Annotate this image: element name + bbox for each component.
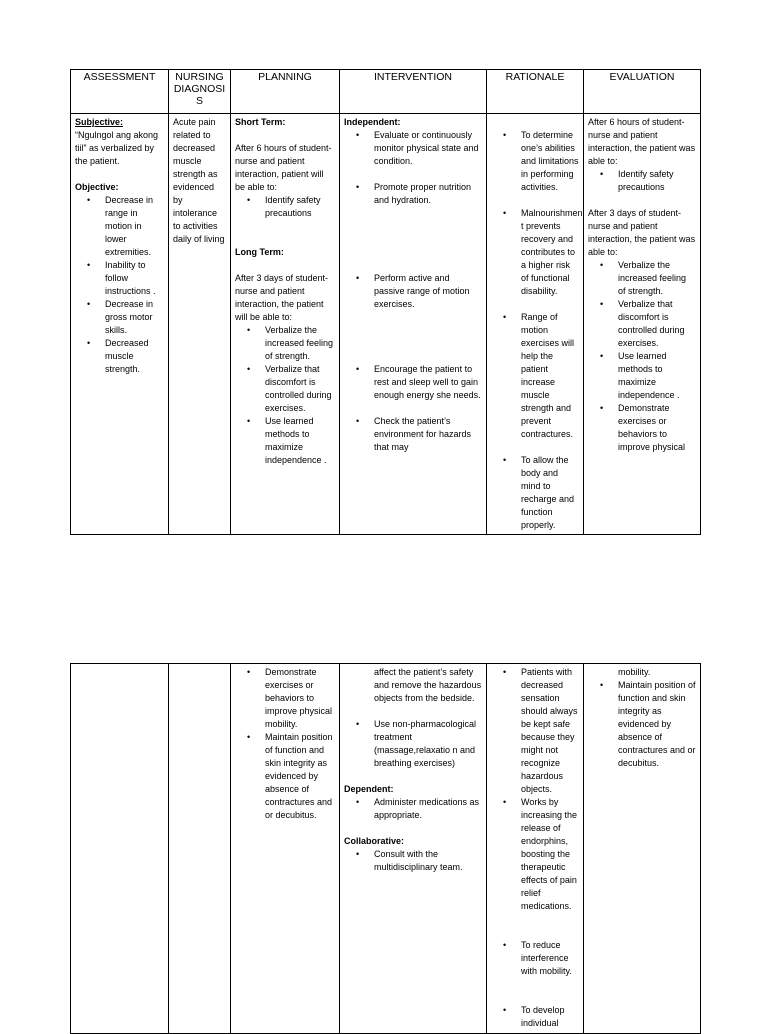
short-term-list (235, 194, 335, 220)
intervention-list-cont (344, 718, 482, 770)
rationale-cell (487, 114, 584, 535)
list-item: • Check the patient’s environment for hazards that may (374, 415, 482, 454)
subjective-label: Subjective: (75, 117, 124, 127)
long-term-list (235, 324, 335, 467)
list-item: • Evaluate or continuously monitor physical state and condition. (374, 129, 482, 168)
header-assessment: ASSESSMENT (71, 70, 169, 114)
evaluation-long-list (588, 259, 696, 454)
long-term-text: After 3 days of student-nurse and patient interaction, the patient will be able to: (235, 273, 329, 322)
evaluation-text-short: After 6 hours of student-nurse and patient interaction, the patient was able to: (588, 117, 696, 166)
intervention-continuation: affect the patient’s safety and remove the hazardous objects from the bedside. (374, 667, 482, 703)
short-term-text: After 6 hours of student-nurse and patient interaction, patient will be able to: (235, 143, 332, 192)
list-item: • Use learned methods to maximize independence . (618, 350, 696, 402)
objective-list (75, 194, 164, 376)
list-item: • Identify safety precautions (618, 168, 696, 194)
list-item: • Verbalize the increased feeling of strength. (618, 259, 696, 298)
care-plan-table-page-2 (70, 663, 701, 1034)
list-item: • To develop individual (521, 1004, 579, 1030)
collaborative-list (344, 848, 482, 874)
list-item: • Perform active and passive range of motion exercises. (374, 272, 482, 311)
care-plan-table-page-1 (70, 69, 701, 535)
evaluation-cell (584, 114, 701, 535)
list-item: • To reduce interference with mobility. (521, 939, 579, 978)
evaluation-short-list (588, 168, 696, 194)
intervention-cell (340, 114, 487, 535)
header-intervention: INTERVENTION (340, 70, 487, 114)
subjective-text: “Ngulngol ang akong tiil” as verbalized by the patient. (75, 130, 159, 166)
independent-label: Independent: (344, 117, 401, 127)
short-term-label: Short Term: (235, 117, 286, 127)
planning-cell-cont (231, 664, 340, 1034)
nursing-diagnosis-cell-cont (169, 664, 231, 1034)
list-item: • Patients with decreased sensation should always be kept safe because they might not recognize hazardous objects. (521, 666, 579, 796)
intervention-cell-cont (340, 664, 487, 1034)
evaluation-text-long: After 3 days of student-nurse and patient interaction, the patient was able to: (588, 208, 696, 257)
list-item: • Malnourishmen t prevents recovery and contributes to a higher risk of functional disability. (521, 207, 579, 298)
evaluation-cell-cont (584, 664, 701, 1034)
planning-cell (231, 114, 340, 535)
list-item: • Decrease in range in motion in lower extremities. (105, 194, 164, 259)
list-item: • Maintain position of function and skin integrity as evidenced by absence of contractures and or decubitus. (265, 731, 335, 822)
list-item: • Consult with the multidisciplinary team. (374, 848, 482, 874)
list-item: • Inability to follow instructions . (105, 259, 164, 298)
dependent-label: Dependent: (344, 784, 394, 794)
list-item: • Encourage the patient to rest and sleep well to gain enough energy she needs. (374, 363, 482, 402)
list-item: • Works by increasing the release of endorphins, boosting the therapeutic effects of pain relief medications. (521, 796, 579, 913)
nursing-diagnosis-cell: Acute pain related to decreased muscle strength as evidenced by intolerance to activities daily of living (169, 114, 231, 535)
header-nursing-diagnosis: NURSING DIAGNOSI S (169, 70, 231, 114)
rationale-cell-cont (487, 664, 584, 1034)
list-item: • To allow the body and mind to recharge and function properly. (521, 454, 579, 532)
header-planning: PLANNING (231, 70, 340, 114)
header-evaluation: EVALUATION (584, 70, 701, 114)
list-item: • Verbalize that discomfort is controlled during exercises. (265, 363, 335, 415)
list-item: • Identify safety precautions (265, 194, 335, 220)
list-item: • Use learned methods to maximize independence . (265, 415, 335, 467)
collaborative-label: Collaborative: (344, 836, 405, 846)
list-item: • Verbalize the increased feeling of strength. (265, 324, 335, 363)
intervention-list (344, 129, 482, 454)
rationale-list (491, 129, 583, 532)
dependent-list (344, 796, 482, 822)
evaluation-list-cont (588, 679, 696, 770)
list-item: • Use non-pharmacological treatment (massage,relaxatio n and breathing exercises) (374, 718, 482, 770)
assessment-cell-cont (71, 664, 169, 1034)
long-term-list-cont (235, 666, 335, 822)
header-rationale: RATIONALE (487, 70, 584, 114)
list-item: • Range of motion exercises will help the patient increase muscle strength and prevent contractures. (521, 311, 579, 441)
list-item: • Decreased muscle strength. (105, 337, 164, 376)
assessment-cell (71, 114, 169, 535)
list-item: • Promote proper nutrition and hydration. (374, 181, 482, 207)
list-item: • Verbalize that discomfort is controlled during exercises. (618, 298, 696, 350)
list-item: • Demonstrate exercises or behaviors to improve physical (618, 402, 696, 454)
rationale-list-cont (491, 666, 579, 1030)
list-item: • Demonstrate exercises or behaviors to improve physical mobility. (265, 666, 335, 731)
list-item: • Decrease in gross motor skills. (105, 298, 164, 337)
list-item: • To determine one’s abilities and limitations in performing activities. (521, 129, 579, 194)
evaluation-continuation: mobility. (618, 667, 651, 677)
objective-label: Objective: (75, 182, 119, 192)
long-term-label: Long Term: (235, 247, 284, 257)
list-item: • Administer medications as appropriate. (374, 796, 482, 822)
list-item: • Maintain position of function and skin integrity as evidenced by absence of contractures and or decubitus. (618, 679, 696, 770)
